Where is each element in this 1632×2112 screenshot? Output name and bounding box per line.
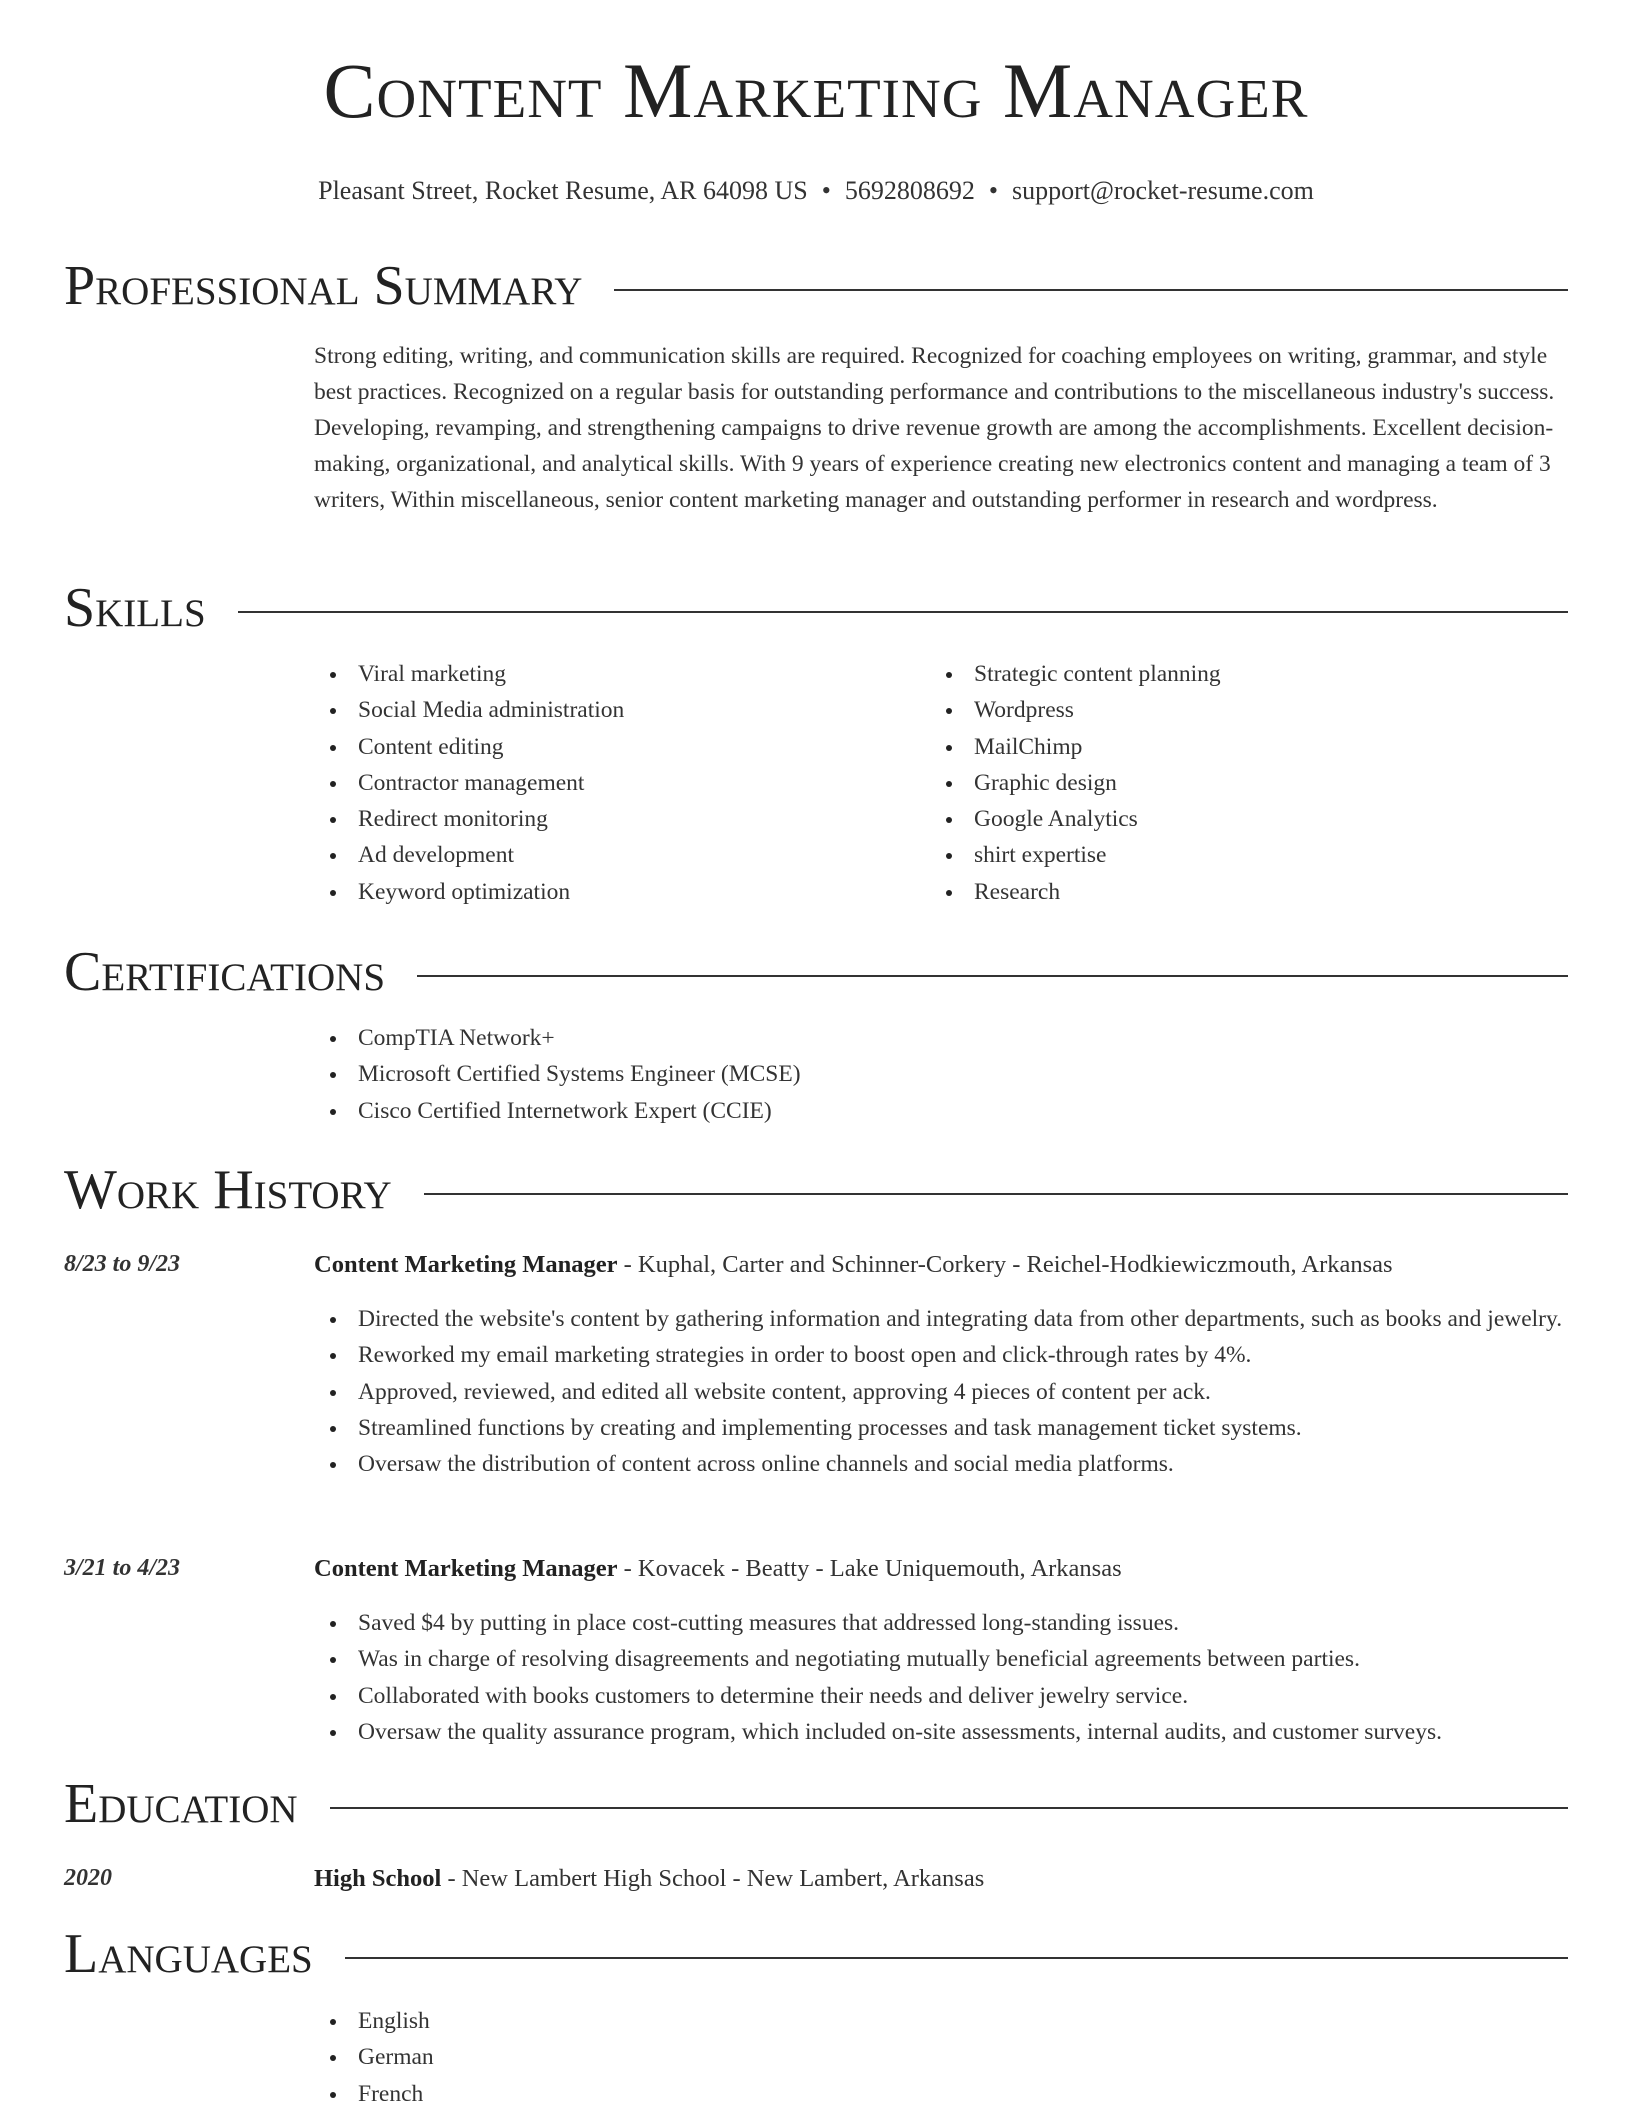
section-divider: [345, 1957, 1568, 1959]
job-bullet: Streamlined functions by creating and implementing processes and task management ticket systems.: [314, 1410, 1564, 1446]
section-header-summary: [64, 255, 1568, 317]
section-title-summary: Professional Summary: [64, 255, 583, 317]
job-bullet: Oversaw the quality assurance program, which included on-site assessments, internal audits, and customer surveys.: [314, 1714, 1564, 1750]
contact-line: [0, 175, 1632, 206]
job-bullet: Approved, reviewed, and edited all website content, approving 4 pieces of content per ack.: [314, 1374, 1564, 1410]
skills-column-left: [314, 656, 914, 910]
summary-text: Strong editing, writing, and communication skills are required. Recognized for coaching employees on writing, grammar, and style best practices. Recognized on a regular basis for outstanding performance and contributions to the miscellaneous industry's success. Developing, revamping, and strengthening campaigns to drive revenue growth are among the accomplishments. Excellent decision-making, organizational, and analytical skills. With 9 years of experience creating new electronics content and managing a team of 3 writers, Within miscellaneous, senior content marketing manager and outstanding performer in research and wordpress.: [314, 343, 1555, 513]
section-title-certifications: Certifications: [64, 941, 386, 1003]
job-bullet: Was in charge of resolving disagreements and negotiating mutually beneficial agreements between parties.: [314, 1641, 1564, 1677]
skill-item: Google Analytics: [930, 801, 1530, 837]
education-year: 2020: [64, 1865, 112, 1891]
job-bullet: Saved $4 by putting in place cost-cutting measures that addressed long-standing issues.: [314, 1605, 1564, 1641]
section-title-skills: Skills: [64, 577, 206, 639]
language-item: English: [314, 2003, 1564, 2039]
job-bullet: Collaborated with books customers to determine their needs and deliver jewelry service.: [314, 1678, 1564, 1714]
job-bullet: Oversaw the distribution of content across online channels and social media platforms.: [314, 1446, 1564, 1482]
skills-column-right: [930, 656, 1530, 910]
contact-separator: •: [988, 176, 998, 205]
skill-item: Ad development: [314, 837, 914, 873]
section-divider: [238, 611, 1568, 613]
certification-item: CompTIA Network+: [314, 1020, 1564, 1056]
section-header-languages: [64, 1923, 1568, 1985]
certification-item: Microsoft Certified Systems Engineer (MCSE): [314, 1056, 1564, 1092]
section-divider: [417, 975, 1568, 977]
contact-email: support@rocket-resume.com: [1011, 176, 1314, 205]
job-bullets: [314, 1301, 1564, 1482]
skill-item: MailChimp: [930, 729, 1530, 765]
skill-item: Content editing: [314, 729, 914, 765]
contact-phone: 5692808692: [844, 176, 975, 205]
skill-item: Wordpress: [930, 692, 1530, 728]
certification-item: Cisco Certified Internetwork Expert (CCIE): [314, 1093, 1564, 1129]
skill-item: Social Media administration: [314, 692, 914, 728]
language-item: French: [314, 2076, 1564, 2112]
contact-separator: •: [821, 176, 831, 205]
job-bullet: Reworked my email marketing strategies in order to boost open and click-through rates by 4%.: [314, 1337, 1564, 1373]
section-header-work: [64, 1159, 1568, 1221]
contact-address: Pleasant Street, Rocket Resume, AR 64098 US: [318, 176, 808, 205]
section-header-education: [64, 1773, 1568, 1835]
skill-item: Redirect monitoring: [314, 801, 914, 837]
resume-title: Content Marketing Manager: [323, 47, 1309, 134]
skill-item: Strategic content planning: [930, 656, 1530, 692]
skill-item: Viral marketing: [314, 656, 914, 692]
section-title-languages: Languages: [64, 1923, 313, 1985]
section-divider: [330, 1807, 1568, 1809]
section-header-certifications: [64, 941, 1568, 1003]
job-details: - Kovacek - Beatty - Lake Uniquemouth, Arkansas: [617, 1555, 1122, 1582]
job-bullet: Directed the website's content by gathering information and integrating data from other departments, such as books and jewelry.: [314, 1301, 1564, 1337]
education-heading: [314, 1864, 984, 1893]
skill-item: Graphic design: [930, 765, 1530, 801]
section-divider: [614, 289, 1568, 291]
languages-list: [314, 2003, 1564, 2112]
job-role: Content Marketing Manager: [314, 1251, 618, 1278]
education-degree: High School: [314, 1865, 442, 1892]
skill-item: shirt expertise: [930, 837, 1530, 873]
job-dates: 8/23 to 9/23: [64, 1251, 181, 1277]
skill-item: Contractor management: [314, 765, 914, 801]
section-title-work: Work History: [64, 1159, 392, 1221]
job-heading: [314, 1554, 1122, 1583]
section-divider: [424, 1193, 1568, 1195]
job-bullets: [314, 1605, 1564, 1750]
job-details: - Kuphal, Carter and Schinner-Corkery - Reichel-Hodkiewiczmouth, Arkansas: [617, 1251, 1393, 1278]
section-header-skills: [64, 577, 1568, 639]
section-title-education: Education: [64, 1773, 298, 1835]
skill-item: Research: [930, 874, 1530, 910]
certifications-list: [314, 1020, 1564, 1129]
job-role: Content Marketing Manager: [314, 1555, 618, 1582]
job-heading: [314, 1250, 1393, 1279]
skill-item: Keyword optimization: [314, 874, 914, 910]
job-dates: 3/21 to 4/23: [64, 1555, 181, 1581]
language-item: German: [314, 2039, 1564, 2075]
education-details: - New Lambert High School - New Lambert, Arkansas: [441, 1865, 985, 1892]
